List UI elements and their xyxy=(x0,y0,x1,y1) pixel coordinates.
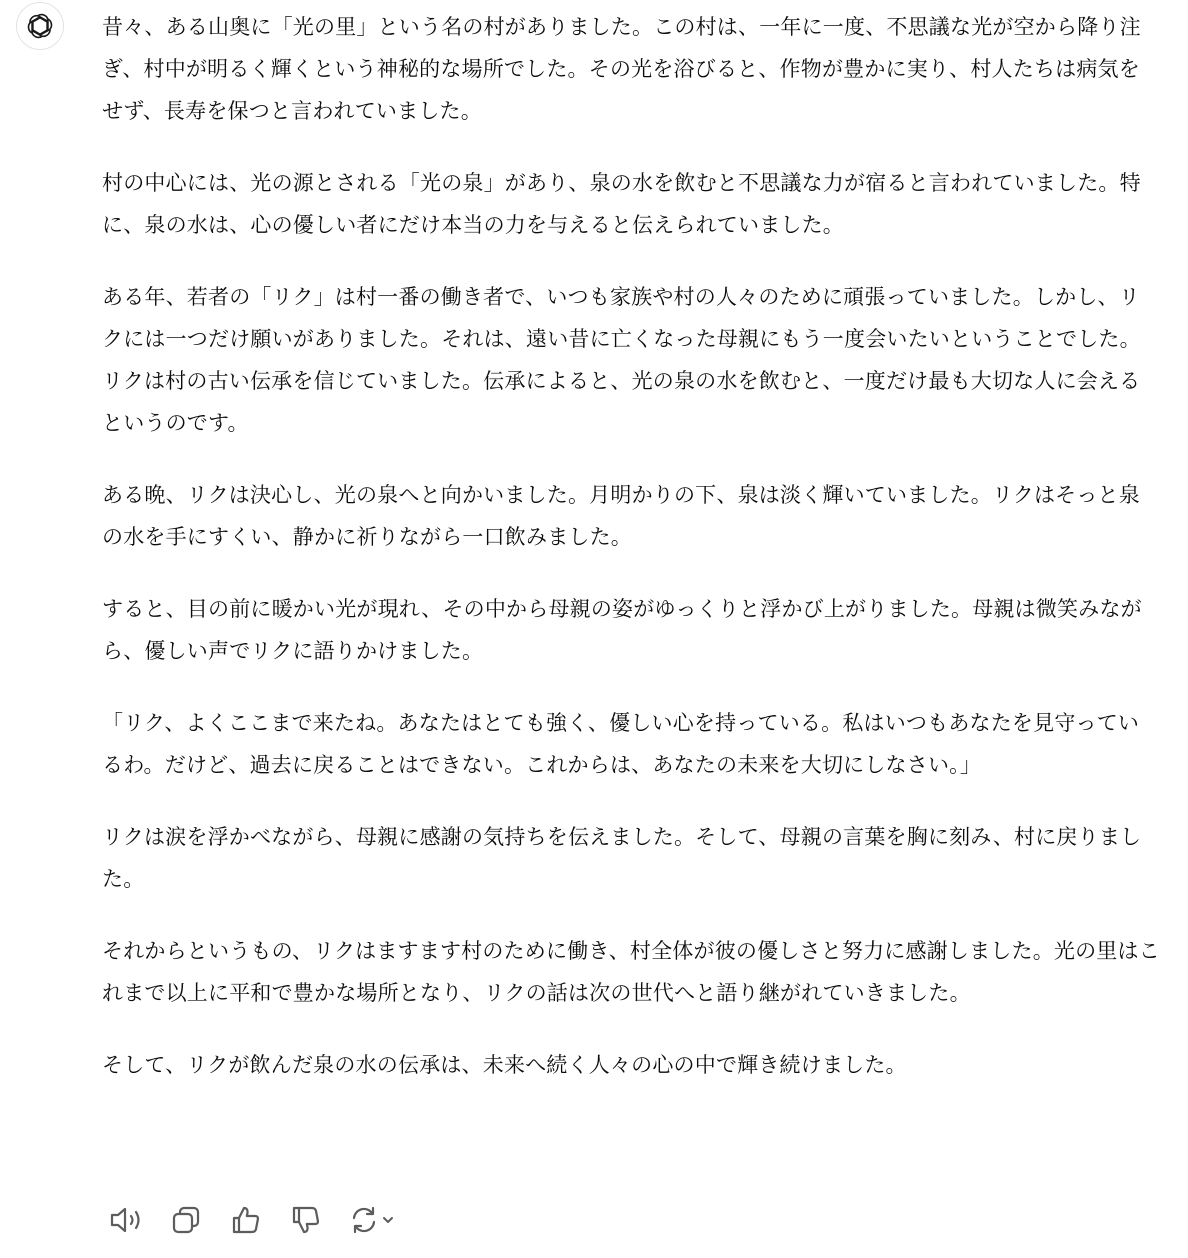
message-paragraph: ある年、若者の「リク」は村一番の働き者で、いつも家族や村の人々のために頑張っていました。しかし、リクには一つだけ願いがありました。それは、遠い昔に亡くなった母親にもう一度会いたいということでした。リクは村の古い伝承を信じていました。伝承によると、光の泉の水を飲むと、一度だけ最も大切な人に会えるというのです。 xyxy=(102,285,1141,435)
message-paragraph: すると、目の前に暖かい光が現れ、その中から母親の姿がゆっくりと浮かび上がりました。母親は微笑みながら、優しい声でリクに語りかけました。 xyxy=(102,597,1142,663)
speaker-icon xyxy=(108,1204,144,1236)
message-paragraph: 「リク、よくここまで来たね。あなたはとても強く、優しい心を持っている。私はいつもあなたを見守っているわ。だけど、過去に戻ることはできない。これからは、あなたの未来を大切にしなさい。」 xyxy=(102,711,1140,777)
assistant-message xyxy=(102,6,1160,1116)
assistant-avatar xyxy=(16,2,64,50)
message-paragraph: そして、リクが飲んだ泉の水の伝承は、未来へ続く人々の心の中で輝き続けました。 xyxy=(102,1053,907,1077)
regenerate-button[interactable] xyxy=(340,1198,404,1242)
message-paragraph: 昔々、ある山奥に「光の里」という名の村がありました。この村は、一年に一度、不思議な光が空から降り注ぎ、村中が明るく輝くという神秘的な場所でした。その光を浴びると、作物が豊かに実り、村人たちは病気をせず、長寿を保つと言われていました。 xyxy=(102,15,1141,123)
message-paragraph: リクは涙を浮かべながら、母親に感謝の気持ちを伝えました。そして、母親の言葉を胸に刻み、村に戻りました。 xyxy=(102,825,1142,891)
bad-response-button[interactable] xyxy=(284,1198,328,1242)
message-paragraph: ある晩、リクは決心し、光の泉へと向かいました。月明かりの下、泉は淡く輝いていました。リクはそっと泉の水を手にすくい、静かに祈りながら一口飲みました。 xyxy=(102,483,1140,549)
copy-button[interactable] xyxy=(164,1198,208,1242)
read-aloud-button[interactable] xyxy=(104,1198,148,1242)
regenerate-icon xyxy=(348,1204,380,1236)
thumbs-up-icon xyxy=(230,1204,262,1236)
message-actions-toolbar xyxy=(104,1198,404,1242)
thumbs-down-icon xyxy=(290,1204,322,1236)
openai-logo-icon xyxy=(23,9,57,43)
message-paragraph: 村の中心には、光の源とされる「光の泉」があり、泉の水を飲むと不思議な力が宿ると言われていました。特に、泉の水は、心の優しい者にだけ本当の力を与えると伝えられていました。 xyxy=(102,171,1141,237)
copy-icon xyxy=(170,1204,202,1236)
good-response-button[interactable] xyxy=(224,1198,268,1242)
message-paragraph: それからというもの、リクはますます村のために働き、村全体が彼の優しさと努力に感謝しました。光の里はこれまで以上に平和で豊かな場所となり、リクの話は次の世代へと語り継がれていきました。 xyxy=(102,939,1160,1005)
chevron-down-icon xyxy=(380,1212,396,1228)
